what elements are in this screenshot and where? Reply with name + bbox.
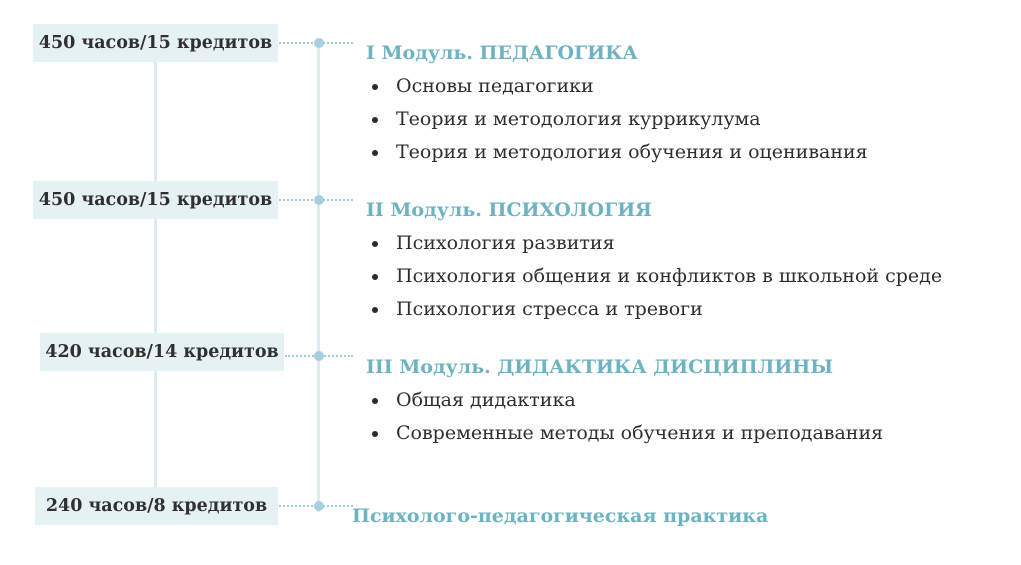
subject-label: Теория и методология обучения и оценивания	[396, 141, 868, 163]
practice-title: Психолого-педагогическая практика	[352, 505, 769, 527]
module-2-title: II Модуль. ПСИХОЛОГИЯ	[366, 199, 652, 221]
subject-label: Современные методы обучения и преподавания	[396, 422, 884, 444]
timeline-node-module-3	[314, 351, 324, 361]
subject-label: Психология развития	[396, 232, 615, 254]
module-1-subjects	[366, 70, 868, 169]
module-2-subjects	[366, 227, 942, 326]
hours-box-module-3: 420 часов/14 кредитов	[40, 333, 284, 371]
module-3-subjects	[366, 384, 883, 450]
subject-label: Психология общения и конфликтов в школьной среде	[396, 265, 943, 287]
subject-label: Теория и методология куррикулума	[396, 108, 761, 130]
list-item	[366, 260, 942, 293]
bullet-icon	[372, 274, 378, 280]
bullet-icon	[372, 307, 378, 313]
list-item	[366, 417, 883, 450]
list-item	[366, 103, 868, 136]
right-timeline	[317, 40, 320, 512]
timeline-node-practice	[314, 501, 324, 511]
list-item	[366, 384, 883, 417]
list-item	[366, 70, 868, 103]
left-timeline	[154, 60, 157, 502]
module-3-title: III Модуль. ДИДАКТИКА ДИСЦИПЛИНЫ	[366, 356, 834, 378]
bullet-icon	[372, 150, 378, 156]
list-item	[366, 293, 942, 326]
bullet-icon	[372, 241, 378, 247]
subject-label: Общая дидактика	[396, 389, 576, 411]
subject-label: Основы педагогики	[396, 75, 594, 97]
list-item	[366, 136, 868, 169]
timeline-node-module-1	[314, 38, 324, 48]
hours-box-practice: 240 часов/8 кредитов	[35, 487, 278, 525]
timeline-node-module-2	[314, 195, 324, 205]
hours-box-module-2: 450 часов/15 кредитов	[33, 181, 278, 219]
hours-box-module-1: 450 часов/15 кредитов	[33, 24, 278, 62]
module-1-title: I Модуль. ПЕДАГОГИКА	[366, 42, 638, 64]
bullet-icon	[372, 398, 378, 404]
bullet-icon	[372, 117, 378, 123]
bullet-icon	[372, 431, 378, 437]
subject-label: Психология стресса и тревоги	[396, 298, 703, 320]
bullet-icon	[372, 84, 378, 90]
list-item	[366, 227, 942, 260]
